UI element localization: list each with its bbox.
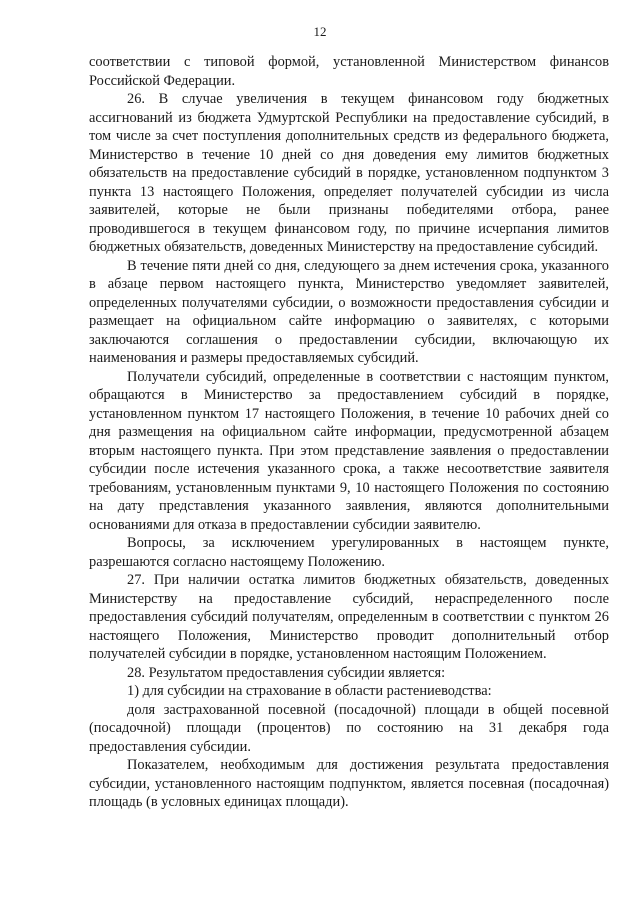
paragraph-notification: В течение пяти дней со дня, следующего за днем истечения срока, указанного в абзаце первом настоящего пункта, Министерство уведомляет заявителей, определенных получателями субсидии, о возможности предоставления субсидии и размещает на официальном сайте информацию о заявителях, с которыми заключаются соглашения о предоставлении субсидии, включающую их наименования и размеры предоставляемых субсидий. [89, 257, 609, 366]
paragraph-item-26: 26. В случае увеличения в текущем финансовом году бюджетных ассигнований из бюджета Удмуртской Республики на предоставление субсидий, в том числе за счет поступления дополнительных средств из федерального бюджета, Министерство в течение 10 дней со дня доведения ему лимитов бюджетных обязательств на предоставление субсидий в порядке, установленном подпунктом 3 пункта 13 настоящего Положения, определяет получателей субсидии из числа заявителей, которые не были признаны победителями отбора, ранее проводившегося в текущем финансовом году, по причине исчерпания лимитов бюджетных обязательств, доведенных Министерству на предоставление субсидий. [89, 91, 609, 255]
paragraph-subitem-1: 1) для субсидии на страхование в области растениеводства: [127, 683, 492, 699]
paragraph-insured-share: доля застрахованной посевной (посадочной) площади в общей посевной (посадочной) площади (процентов) по состоянию на 31 декабря года предоставления субсидии. [89, 701, 609, 755]
paragraph-recipients: Получатели субсидий, определенные в соответствии с настоящим пунктом, обращаются в Министерство за предоставлением субсидий в порядке, установленном пунктом 17 настоящего Положения, в течение 10 рабочих дней со дня размещения на официальном сайте информации, предусмотренной абзацем вторым настоящего пункта. При этом представление заявления о предоставлении субсидии после истечения указанного срока, а также несоответствие заявителя требованиям, установленным пунктами 9, 10 настоящего Положения по состоянию на дату представления указанного заявления, являются дополнительными основаниями для отказа в предоставлении субсидии заявителю. [89, 368, 609, 533]
paragraph-item-27: 27. При наличии остатка лимитов бюджетных обязательств, доведенных Министерству на предоставление субсидий, нераспределенного после предоставления субсидий получателям, определенным в соответствии с пунктом 26 настоящего Положения, Министерство проводит дополнительный отбор получателей субсидии в порядке, установленном настоящим Положением. [89, 572, 609, 662]
paragraph-continuation: соответствии с типовой формой, установленной Министерством финансов Российской Федерации. [89, 54, 609, 89]
paragraph-item-28: 28. Результатом предоставления субсидии является: [127, 664, 446, 681]
paragraph-questions: Вопросы, за исключением урегулированных в настоящем пункте, разрешаются согласно настоящему Положению. [89, 535, 609, 570]
page-number: 12 [313, 24, 327, 39]
document-body [89, 53, 609, 812]
paragraph-indicator: Показателем, необходимым для достижения результата предоставления субсидии, установленного настоящим подпунктом, является посевная (посадочная) площадь (в условных единицах площади). [89, 757, 609, 810]
